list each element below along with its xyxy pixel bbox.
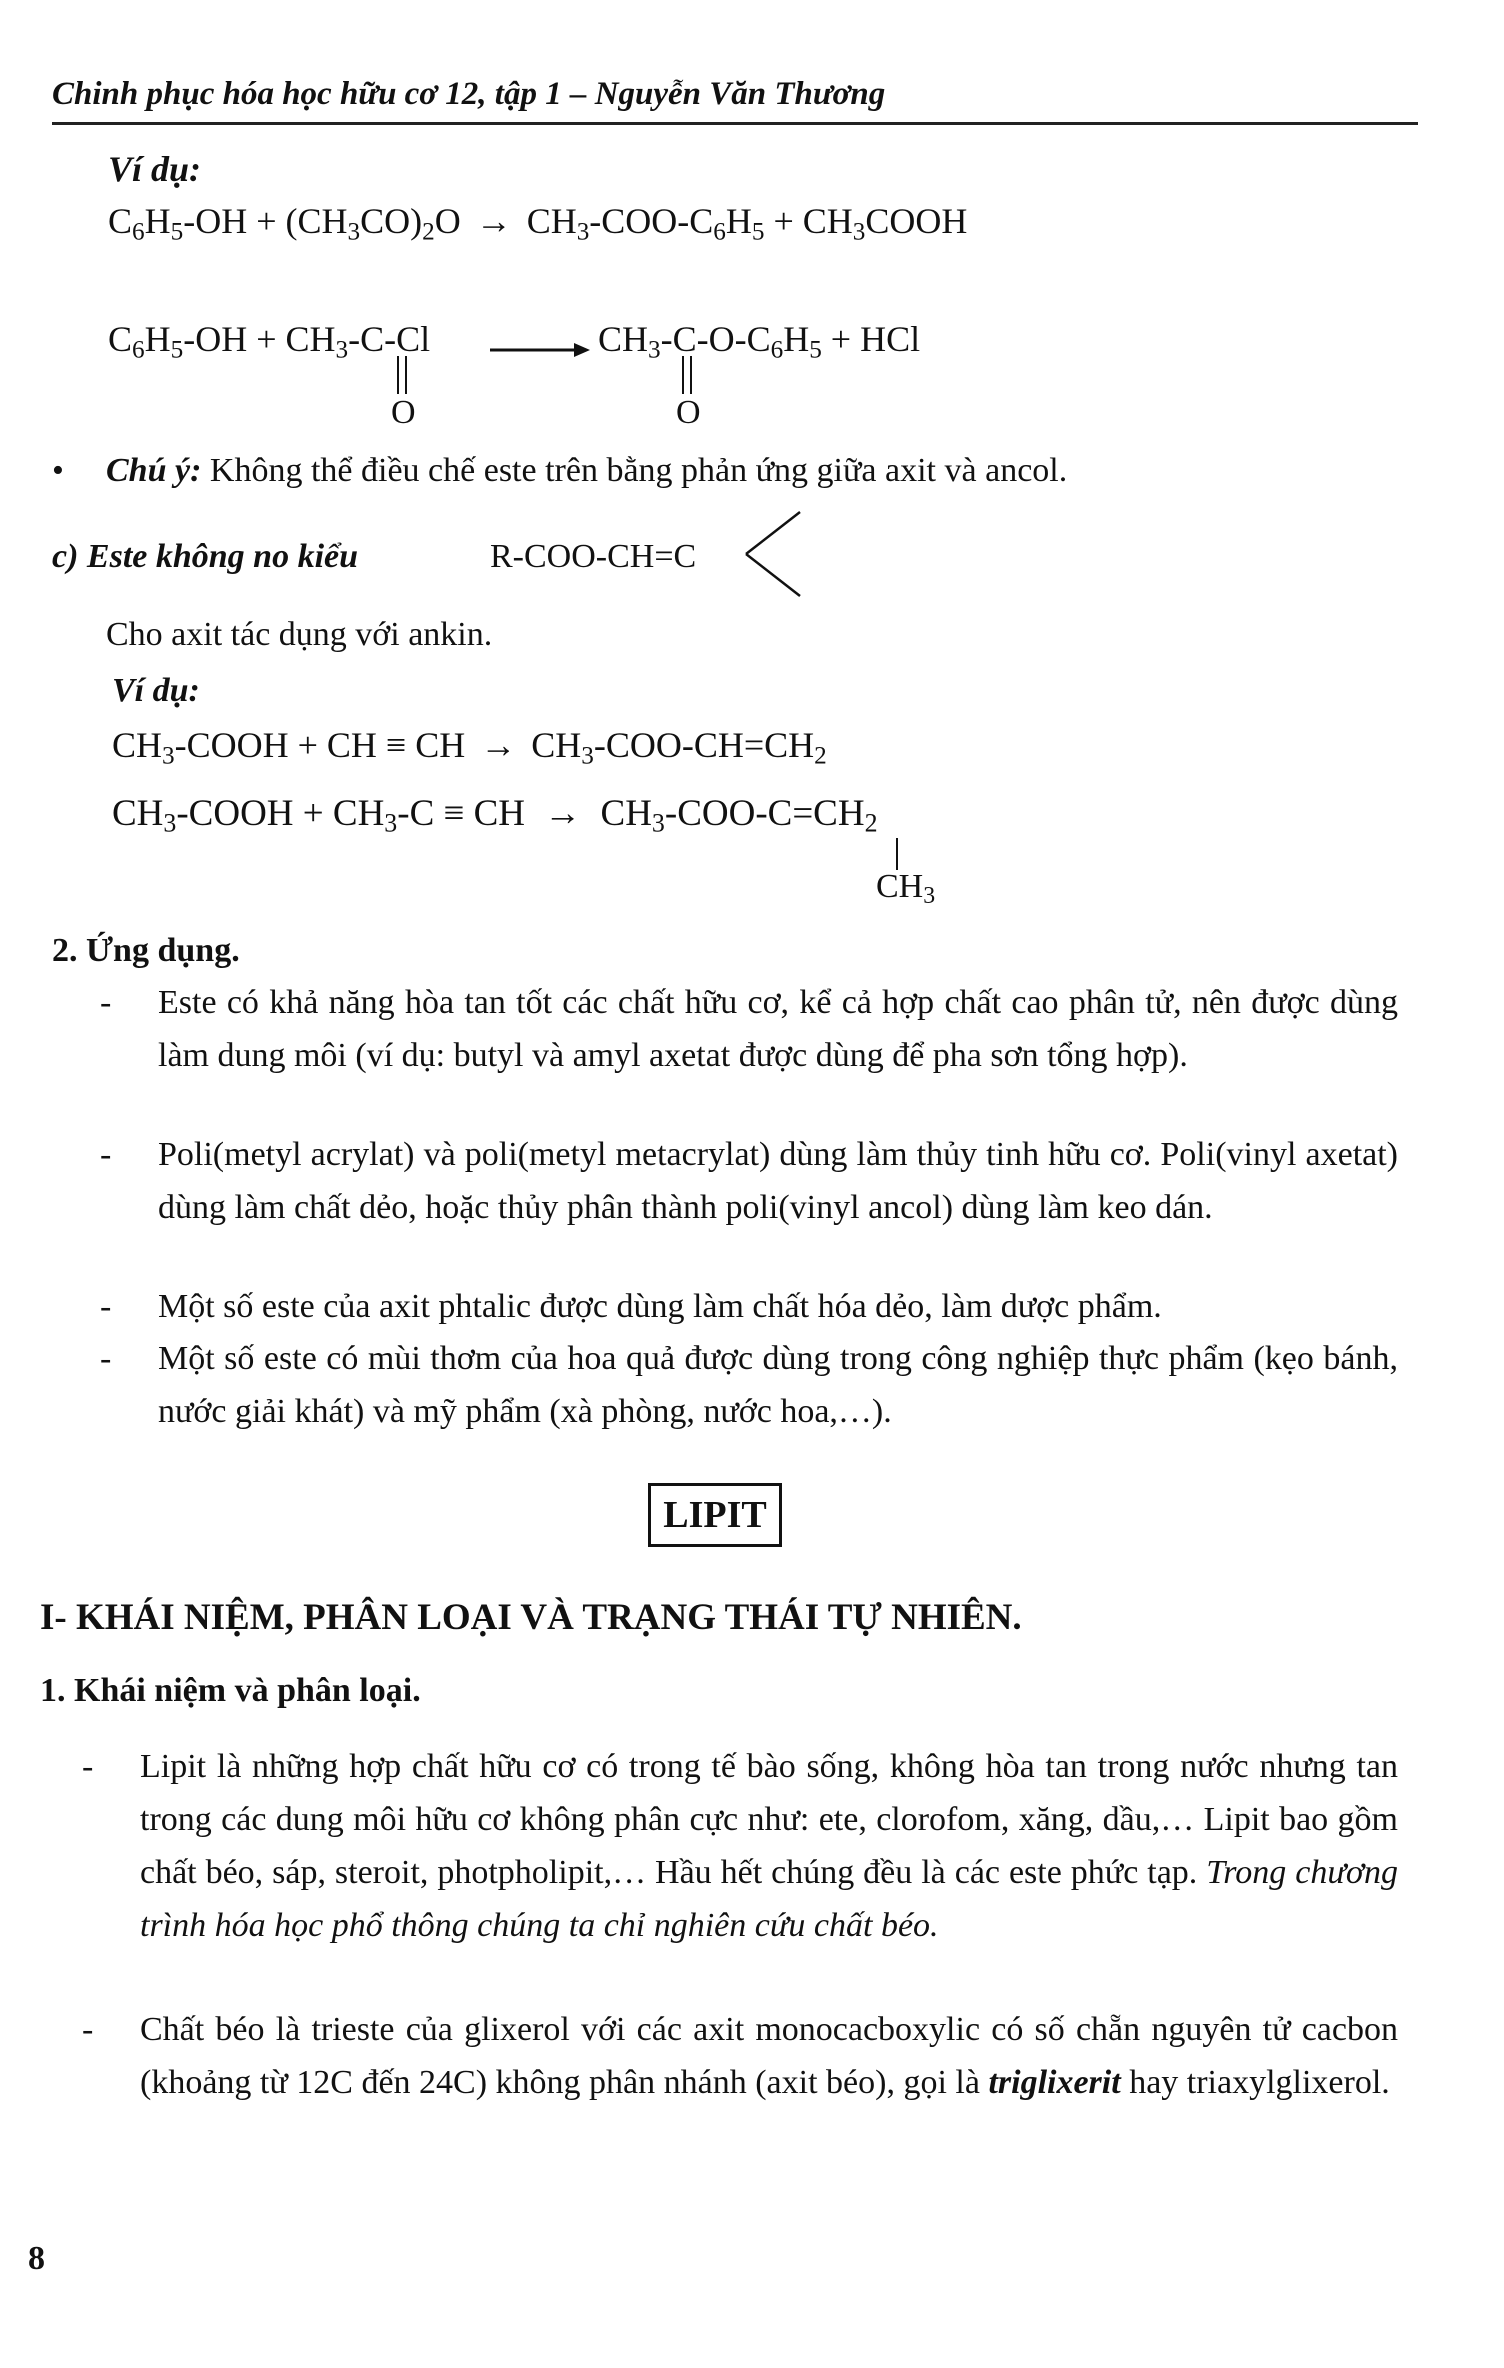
lipit-paragraph-2 xyxy=(82,2003,1398,2109)
reaction-a-rhs: $CH_3-COO-C_6H_5$ + $CH_3COOH$ xyxy=(526,201,968,246)
valence-bonds-icon xyxy=(742,508,804,600)
reaction-c1 xyxy=(112,724,827,770)
carbonyl-oxygen-2: O xyxy=(676,394,701,431)
dash-bullet: - xyxy=(100,1288,112,1325)
carbonyl-double-bond-1 xyxy=(397,356,407,394)
lipit-paragraph-1 xyxy=(82,1740,1399,1952)
ung-dung-item-text: Một số este của axit phtalic được dùng làm chất hóa dẻo, làm dược phẩm. xyxy=(158,1288,1162,1325)
note xyxy=(106,452,1067,490)
reaction-a-lhs: $C_6H_5-OH + (CH_3CO)_2O$ xyxy=(108,201,461,246)
ung-dung-item-3 xyxy=(100,1280,1398,1333)
dash-bullet: - xyxy=(100,1340,112,1377)
reaction-b-lhs: $C_6H_5-OH + CH_3-C-Cl$ xyxy=(108,319,431,364)
section-1-heading: 1. Khái niệm và phân loại. xyxy=(40,1672,421,1709)
section-c-formula: R-COO-CH=C xyxy=(490,538,697,575)
reaction-c2 xyxy=(112,792,878,838)
ung-dung-item-text: Poli(metyl acrylat) và poli(metyl metacrylat) dùng làm thủy tinh hữu cơ. Poli(vinyl axetat) dùng làm chất dẻo, hoặc thủy phân thành poli(vinyl ancol) dùng làm keo dán. xyxy=(158,1136,1398,1226)
lipit-p2-text: Chất béo là trieste của glixerol với các axit monocacboxylic có số chẵn nguyên tử cacbon (khoảng từ 12C đến 24C) không phân nhánh (axit béo), gọi là xyxy=(140,2011,1398,2101)
section-c-label: c) Este không no kiểu xyxy=(52,538,359,575)
ung-dung-heading: 2. Ứng dụng. xyxy=(52,932,240,969)
ung-dung-item-4 xyxy=(100,1332,1398,1438)
running-header: Chinh phục hóa học hữu cơ 12, tập 1 – Nguyễn Văn Thương xyxy=(52,76,886,112)
ung-dung-item-2 xyxy=(100,1128,1398,1234)
arrow-icon: → xyxy=(480,725,517,765)
branch-bond xyxy=(896,838,898,870)
header-rule xyxy=(52,122,1418,125)
reaction-b-rhs: $CH_3-C-O-C_6H_5$ + HCl xyxy=(598,319,921,364)
example-label: Ví dụ: xyxy=(108,149,202,189)
note-text: Không thể điều chế este trên bằng phản ứng giữa axit và ancol. xyxy=(209,452,1068,489)
example-label-2: Ví dụ: xyxy=(112,672,200,709)
ung-dung-item-text: Este có khả năng hòa tan tốt các chất hữu cơ, kể cả hợp chất cao phân tử, nên được dùng làm dung môi (ví dụ: butyl và amyl axetat được dùng để pha sơn tổng hợp). xyxy=(158,984,1398,1074)
section-c-desc: Cho axit tác dụng với ankin. xyxy=(106,616,493,653)
lipit-p1-text: Lipit là những hợp chất hữu cơ có trong tế bào sống, không hòa tan trong nước nhưng tan trong các dung môi hữu cơ không phân cực như: ete, clorofom, xăng, dầu,… Lipit bao gồm chất béo, sáp, steroit, photpholipit,… Hầu hết chúng đều là các este phức tạp. xyxy=(140,1748,1398,1891)
lipit-p2-tail: hay triaxylglixerol. xyxy=(1129,2064,1390,2101)
reaction-c2-lhs: $CH_3$-COOH + $CH_3-C$ ≡ CH xyxy=(112,793,526,838)
dash-bullet: - xyxy=(100,1136,112,1173)
carbonyl-double-bond-2 xyxy=(682,356,692,394)
dash-bullet: - xyxy=(82,2011,94,2048)
long-arrow-icon xyxy=(490,340,590,360)
reaction-c1-lhs: $CH_3$-COOH + CH ≡ CH xyxy=(112,725,466,770)
lipit-title: LIPIT xyxy=(648,1483,782,1547)
arrow-icon: → xyxy=(544,793,582,834)
reaction-c2-rhs: $CH_3-COO-C=CH_2$ xyxy=(600,793,878,838)
carbonyl-oxygen-1: O xyxy=(391,394,416,431)
lipit-p1-italic: Trong chương trình hóa học phổ thông chúng ta chỉ nghiên cứu chất béo. xyxy=(140,1854,1399,1944)
ung-dung-item-1 xyxy=(100,976,1398,1082)
note-bullet: • xyxy=(52,452,64,489)
note-label: Chú ý: xyxy=(106,452,202,489)
dash-bullet: - xyxy=(100,984,112,1021)
ung-dung-item-text: Một số este có mùi thơm của hoa quả được dùng trong công nghiệp thực phẩm (kẹo bánh, nước giải khát) và mỹ phẩm (xà phòng, nước hoa,…). xyxy=(158,1340,1398,1430)
reaction-a xyxy=(108,200,967,246)
section-I-heading: I- KHÁI NIỆM, PHÂN LOẠI VÀ TRẠNG THÁI TỰ NHIÊN. xyxy=(40,1597,1022,1638)
reaction-c1-rhs: $CH_3-COO-CH=CH_2$ xyxy=(531,725,827,770)
dash-bullet: - xyxy=(82,1748,94,1785)
arrow-icon: → xyxy=(475,201,512,241)
branch-methyl: $CH_3$ xyxy=(876,868,936,909)
page-number: 8 xyxy=(28,2240,45,2277)
lipit-p2-term: triglixerit xyxy=(988,2064,1121,2101)
